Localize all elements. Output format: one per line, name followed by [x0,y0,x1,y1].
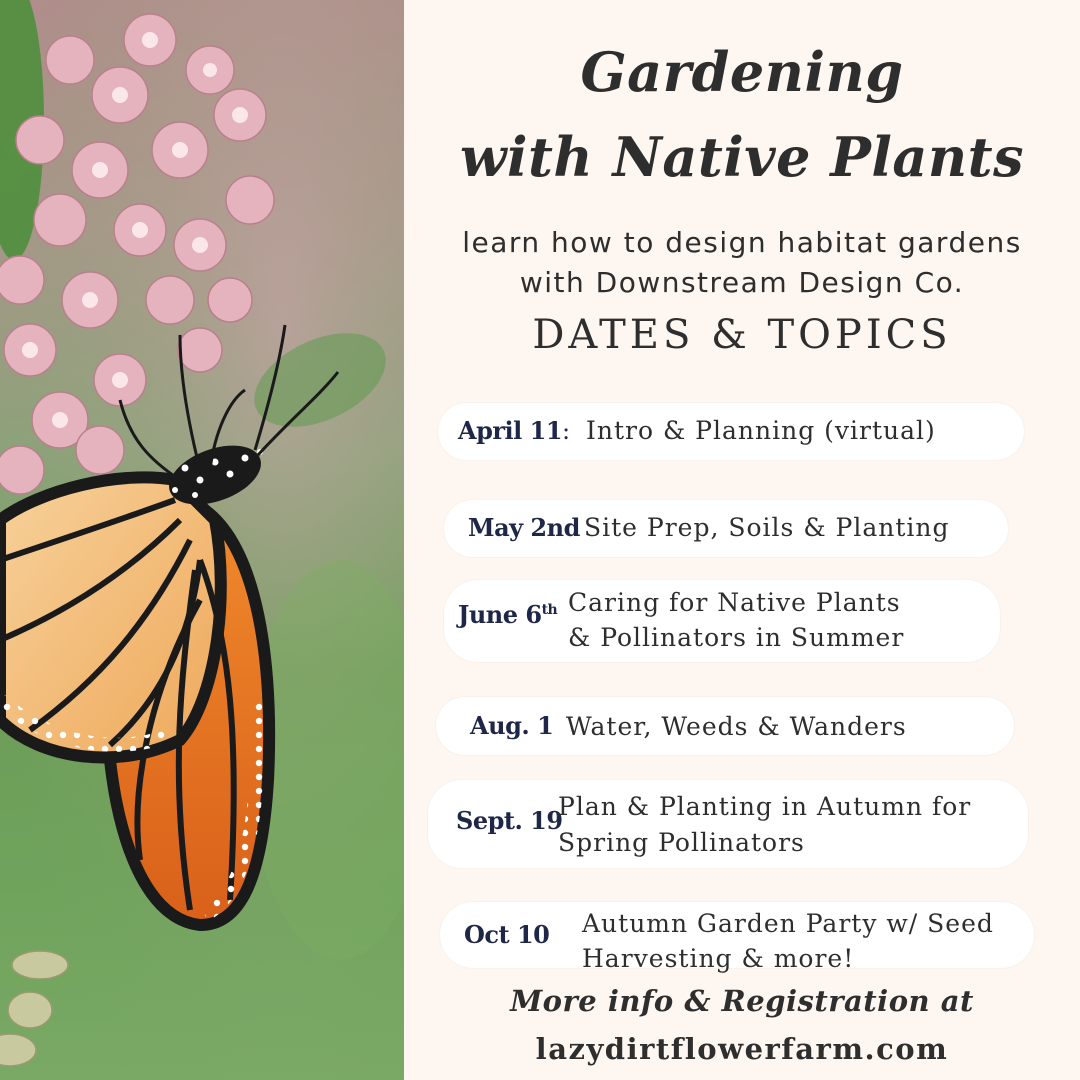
event-topic-line-2: & Pollinators in Summer [568,623,905,652]
page-title-line-1: Gardening [580,40,904,104]
registration-info-text: More info & Registration at [510,984,974,1018]
event-date: Aug. 1 [470,711,554,740]
event-topic-line-2: Harvesting & more! [582,944,855,973]
event-topic-line-1: Caring for Native Plants [568,588,901,617]
event-topic: Intro & Planning (virtual) [586,416,936,445]
event-topic-line-2: Spring Pollinators [558,828,805,857]
photo-illustration [0,0,404,1080]
registration-website: lazydirtflowerfarm.com [535,1032,949,1066]
dates-topics-heading: DATES & TOPICS [532,312,952,358]
event-topic-line-1: Plan & Planting in Autumn for [558,792,972,821]
event-pill-sept [428,780,1028,868]
content-panel [404,0,1080,1080]
event-date: Sept. 19 [456,806,563,835]
event-date: May 2nd [468,513,580,542]
event-pill-may [444,500,1008,557]
event-date-suffix: th [541,602,558,618]
event-date-separator: : [562,417,570,445]
monarch-butterfly-photo [0,0,404,1080]
event-date: Oct 10 [464,920,550,949]
event-date: April 11 [458,416,563,445]
subtitle-line-1: learn how to design habitat gardens [462,226,1022,259]
event-topic: Water, Weeds & Wanders [566,712,907,741]
page-title-line-2: with Native Plants [459,125,1025,189]
event-pill-june [444,580,1000,662]
event-pill-april [438,403,1024,460]
subtitle-line-2: with Downstream Design Co. [519,266,965,299]
event-pill-aug [436,697,1014,755]
event-pill-oct [440,902,1034,973]
event-date: June 6 [458,600,542,629]
event-topic: Site Prep, Soils & Planting [584,513,950,542]
event-topic-line-1: Autumn Garden Party w/ Seed [582,909,994,938]
